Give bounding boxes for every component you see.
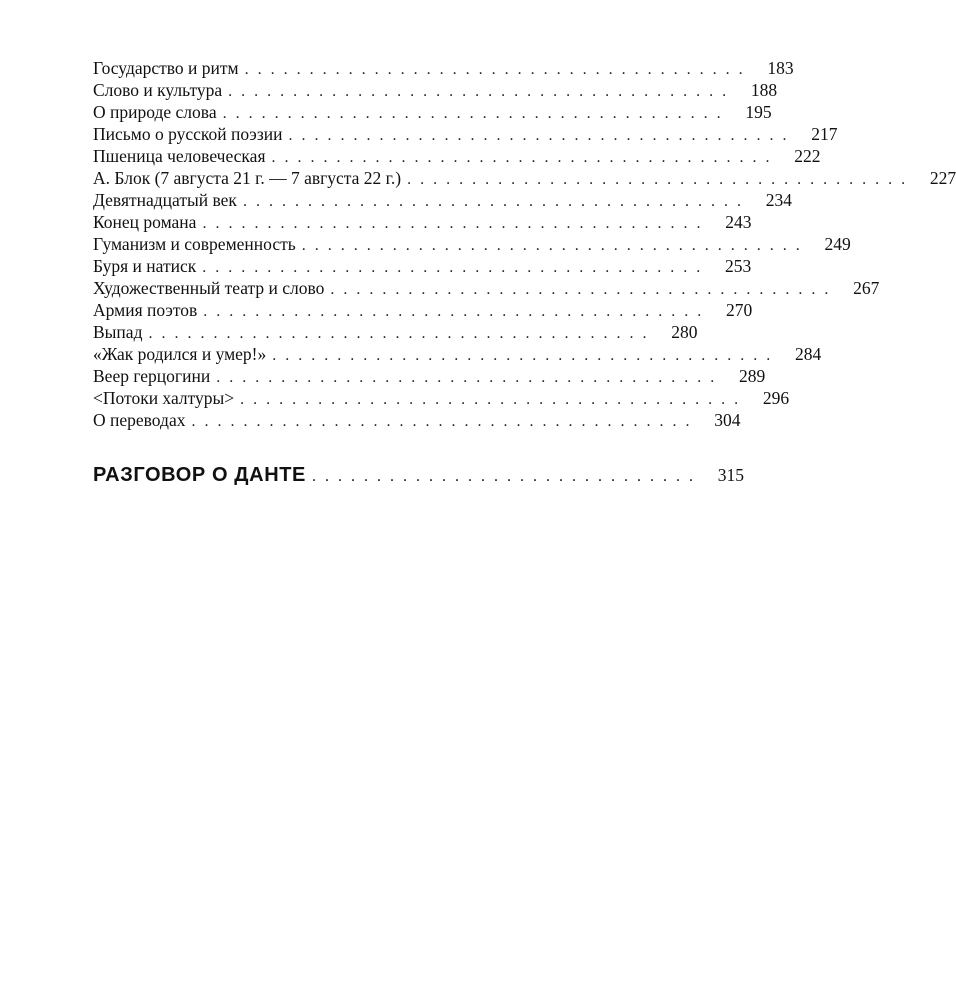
toc-entry [93,123,838,145]
toc-entry-page: 280 [671,322,698,342]
dot-leader: ....................................... [202,215,710,232]
toc-entry [93,189,792,211]
dot-leader: ....................................... [148,325,656,342]
toc-entry [93,343,822,365]
toc-entry [93,409,741,431]
dot-leader: ....................................... [222,105,730,122]
toc-entry [93,255,752,277]
dot-leader: ....................................... [242,193,750,210]
toc-entry-page: 289 [738,366,766,386]
toc-entry-page: 296 [762,388,790,408]
toc-entry-title: «Жак родился и умер!» [93,344,267,364]
toc-entry [93,101,772,123]
dot-leader: ....................................... [240,391,748,408]
toc-entry-title: А. Блок (7 августа 21 г. — 7 августа 22 г.) [93,168,402,188]
dot-leader: ....................................... [407,171,915,188]
toc-entry-title: Выпад [93,322,143,342]
toc-entry-page: 183 [767,58,794,78]
toc-entry-title: О природе слова [93,102,217,122]
dot-leader: ....................................... [271,149,779,166]
toc-entry-page: 222 [794,146,821,166]
toc-entry-page: 234 [765,190,792,210]
toc-entry-title: Слово и культура [93,80,223,100]
dot-leader: .............................. [312,468,702,485]
toc-entry-title: Буря и натиск [93,256,197,276]
toc-entry [93,387,790,409]
dot-leader: ....................................... [202,259,710,276]
section-title: РАЗГОВОР О ДАНТЕ [93,464,306,486]
toc-section [93,462,744,488]
toc-entry [93,79,778,101]
toc-entry-page: 267 [853,278,880,298]
toc-section-entry [93,462,744,488]
table-of-contents [93,57,956,431]
toc-entry [93,167,956,189]
dot-leader: ....................................... [216,369,724,386]
toc-entry-page: 243 [725,212,752,232]
toc-entry-title: Конец романа [93,212,197,232]
toc-entry-title: Государство и ритм [93,58,239,78]
toc-entry [93,233,851,255]
toc-entry-title: <Потоки халтуры> [93,388,235,408]
toc-entry-page: 249 [824,234,851,254]
dot-leader: ....................................... [228,83,736,100]
toc-entry-page: 217 [811,124,838,144]
dot-leader: ....................................... [244,61,752,78]
toc-entry-page: 253 [725,256,752,276]
dot-leader: ....................................... [272,347,780,364]
toc-entry [93,211,752,233]
toc-entry [93,299,753,321]
dot-leader: ....................................... [301,237,809,254]
toc-entry [93,57,794,79]
toc-entry-title: Девятнадцатый век [93,190,237,210]
toc-entry [93,321,698,343]
dot-leader: ....................................... [203,303,711,320]
toc-entry-page: 284 [795,344,822,364]
dot-leader: ....................................... [330,281,838,298]
toc-entry-page: 188 [750,80,778,100]
toc-entry-title: Пшеница человеческая [93,146,266,166]
toc-entry [93,277,880,299]
toc-entry-page: 195 [745,102,772,122]
toc-entry-title: Гуманизм и современность [93,234,296,254]
toc-entry-title: Письмо о русской поэзии [93,124,283,144]
toc-entry [93,145,821,167]
toc-entry-title: О переводах [93,410,186,430]
toc-entry-title: Армия поэтов [93,300,198,320]
toc-entry [93,365,766,387]
toc-entry-title: Художественный театр и слово [93,278,325,298]
toc-entry-page: 227 [929,168,956,188]
toc-entry-page: 270 [726,300,753,320]
section-page: 315 [717,465,744,485]
dot-leader: ....................................... [288,127,796,144]
dot-leader: ....................................... [191,413,699,430]
toc-entry-title: Веер герцогини [93,366,211,386]
toc-entry-page: 304 [714,410,741,430]
